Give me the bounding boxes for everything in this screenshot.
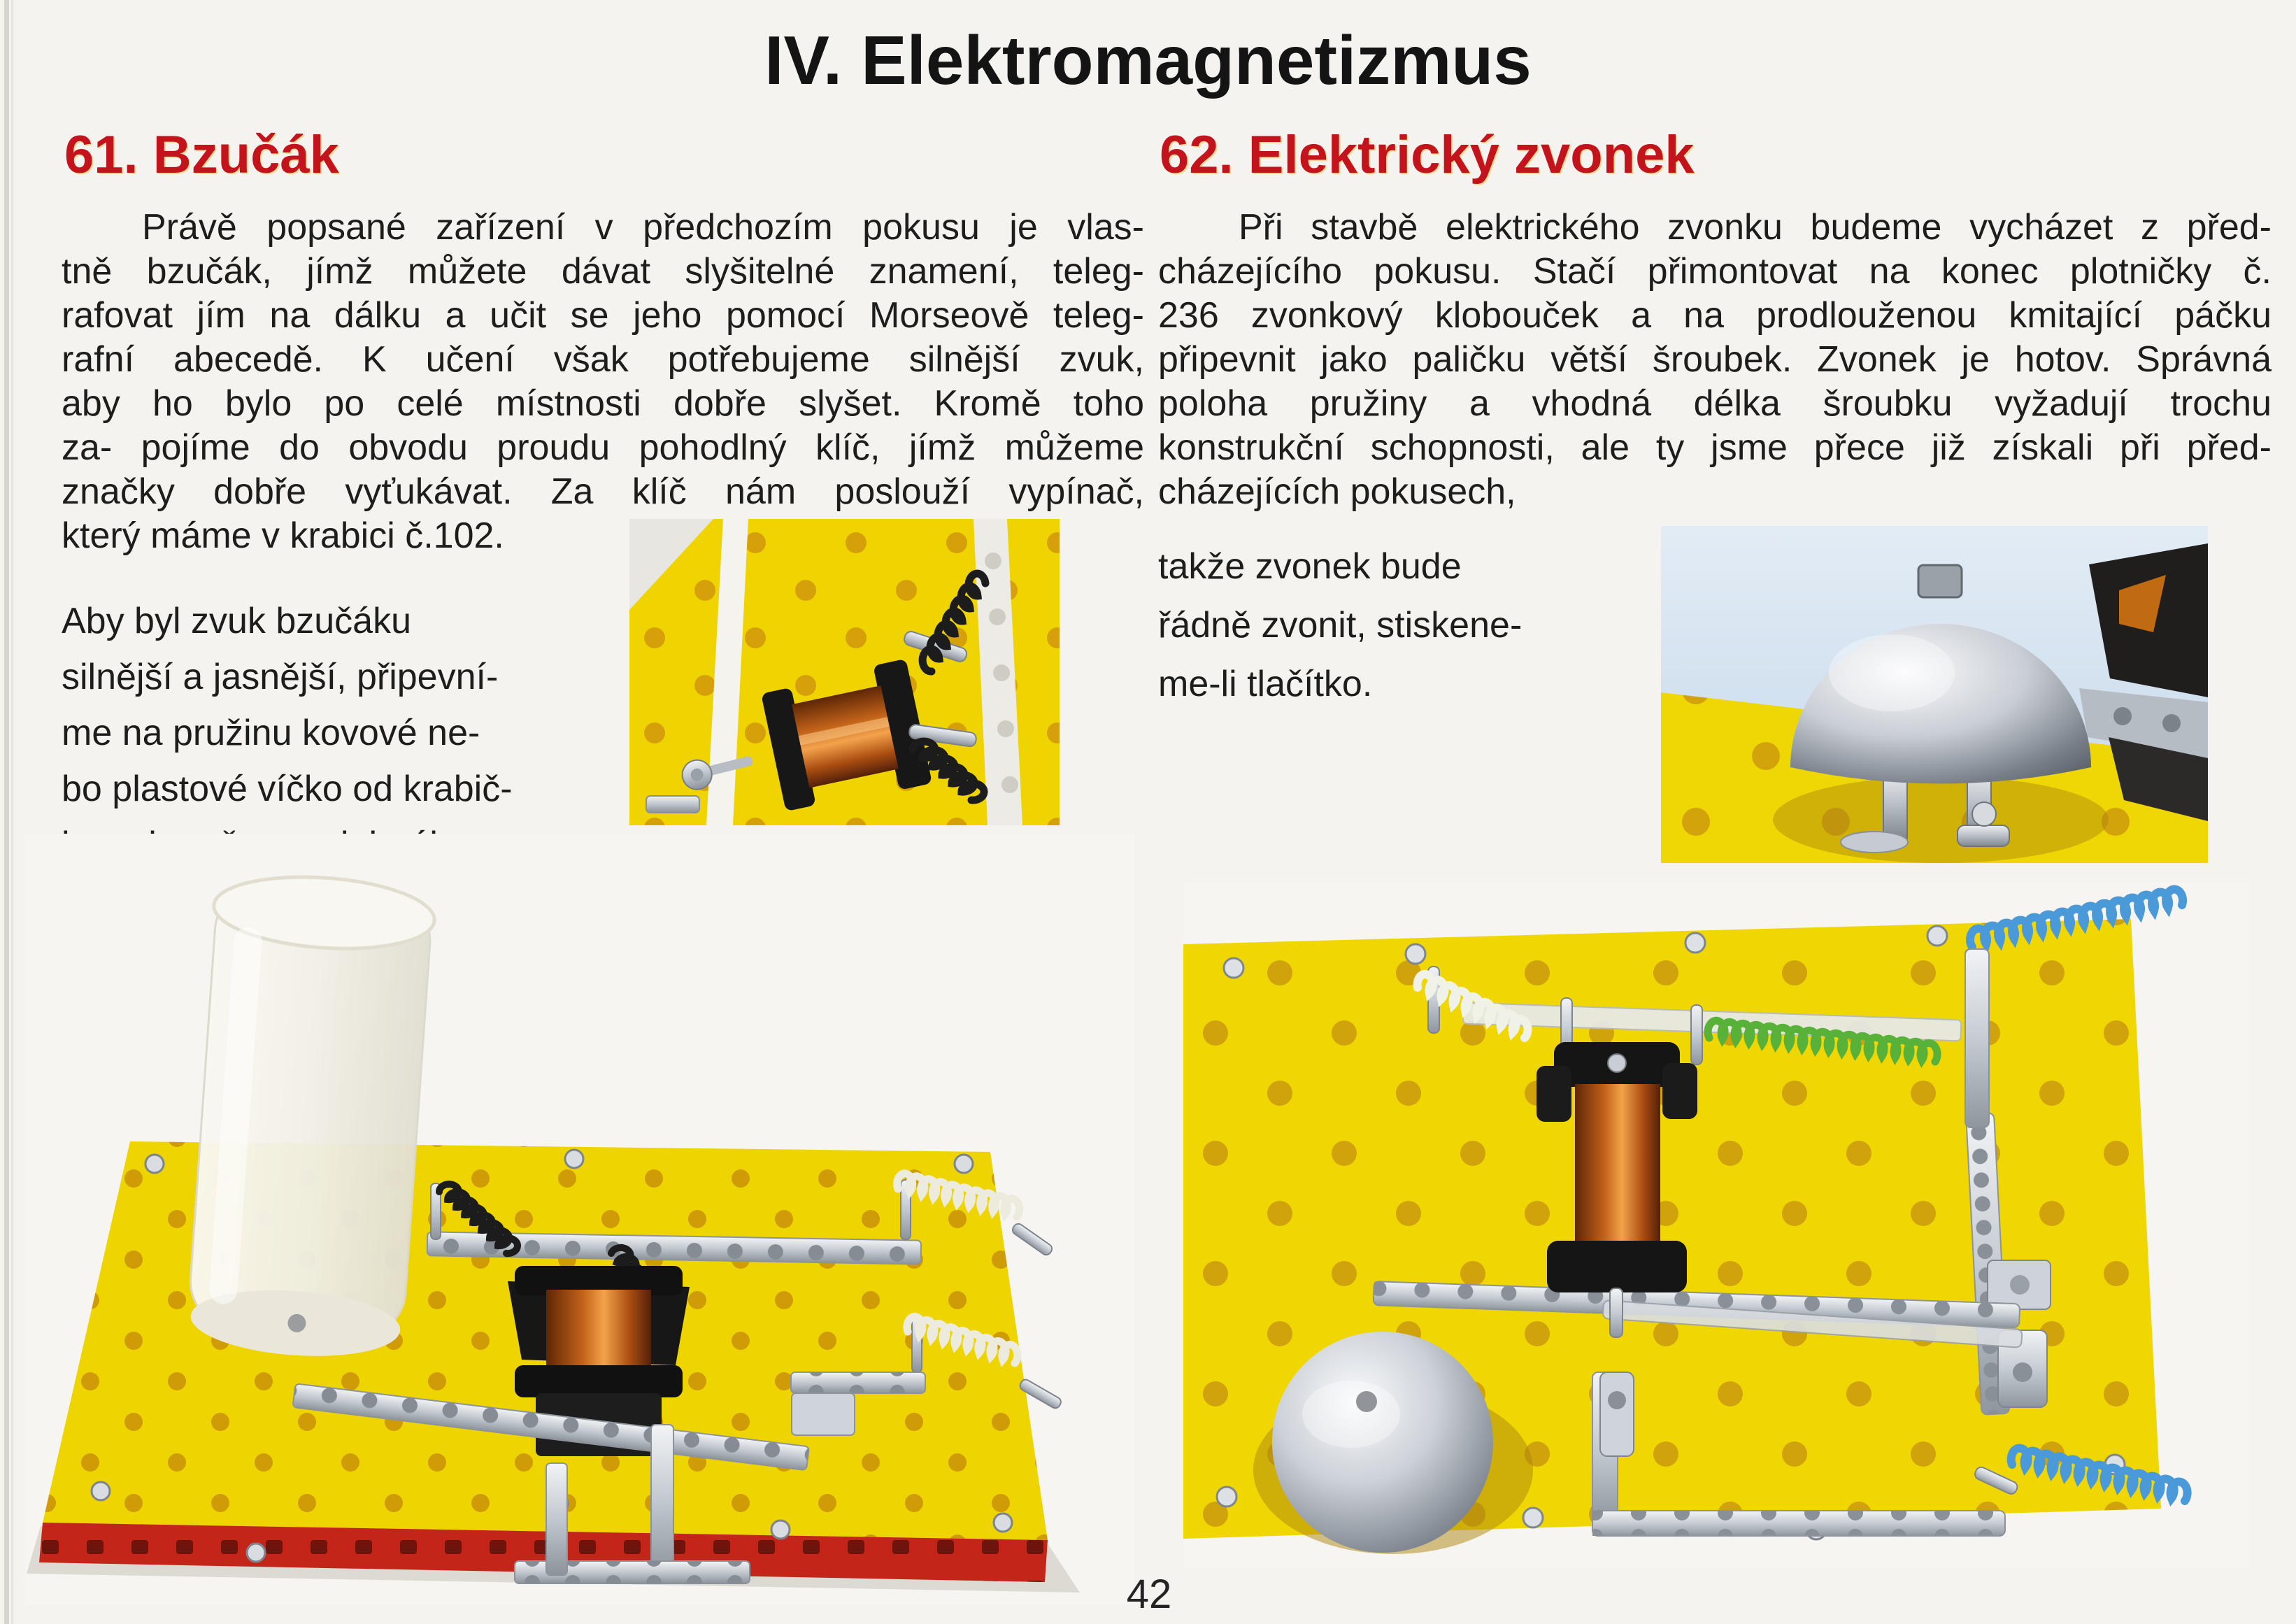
section-62-paragraph (1158, 206, 2272, 514)
text-line: aby ho bylo po celé místnosti dobře slyšet. Kromě toho (62, 383, 1144, 424)
text-line: me-li tlačítko. (1158, 664, 1373, 704)
text-line: tně bzučák, jímž můžete dávat slyšitelné znamení, teleg- (62, 251, 1144, 292)
section-61-heading: 61. Bzučák (64, 125, 339, 185)
photo-bell-closeup (1661, 526, 2208, 863)
text-line: bo plastové víčko od krabič- (62, 769, 513, 809)
scan-edge (4, 0, 9, 1624)
photo-buzzer-assembly (25, 834, 1134, 1604)
photo-buzzer-coil-closeup (629, 519, 1060, 825)
text-line: za- pojíme do obvodu proudu pohodlný klíč, jímž můžeme (62, 427, 1144, 468)
text-line: takže zvonek bude (1158, 546, 1462, 587)
text-line: Aby byl zvuk bzučáku (62, 601, 412, 641)
section-61-paragraph (62, 206, 1144, 558)
photo-bell-assembly (1183, 883, 2249, 1568)
text-line: cházejícího pokusu. Stačí přimontovat na konec plotničky č. (1158, 251, 2272, 292)
text-line: 236 zvonkový klobouček a na prodlouženou kmitající páčku (1158, 295, 2272, 336)
text-line: Při stavbě elektrického zvonku budeme vycházet z před- (1239, 207, 2272, 248)
section-61-paragraph-narrow (62, 593, 628, 873)
text-line: poloha pružiny a vhodná délka šroubku vyžadují trochu (1158, 383, 2272, 424)
text-line: konstrukční schopnosti, ale ty jsme přece již získali při před- (1158, 427, 2272, 468)
text-line: me na pružinu kovové ne- (62, 713, 480, 753)
section-62-paragraph-narrow (1158, 537, 1655, 713)
text-line: rafovat jím na dálku a učit se jeho pomocí Morseově teleg- (62, 295, 1144, 336)
text-line: rafní abecedě. K učení však potřebujeme silnější zvuk, (62, 339, 1144, 380)
page-title: IV. Elektromagnetizmus (764, 22, 1532, 99)
text-line: cházejících pokusech, (1158, 471, 1516, 512)
page-number: 42 (1126, 1572, 1172, 1617)
text-line: silnější a jasnější, připevní- (62, 657, 499, 697)
scan-edge (11, 0, 13, 1624)
section-62-heading: 62. Elektrický zvonek (1160, 125, 1695, 185)
text-line: značky dobře vyťukávat. Za klíč nám poslouží vypínač, (62, 471, 1144, 512)
text-line: který máme v krabici č.102. (62, 515, 504, 556)
text-line: připevnit jako paličku větší šroubek. Zvonek je hotov. Správná (1158, 339, 2272, 380)
text-line: řádně zvonit, stiskene- (1158, 605, 1523, 646)
text-line: Právě popsané zařízení v předchozím pokusu je vlas- (142, 207, 1144, 248)
